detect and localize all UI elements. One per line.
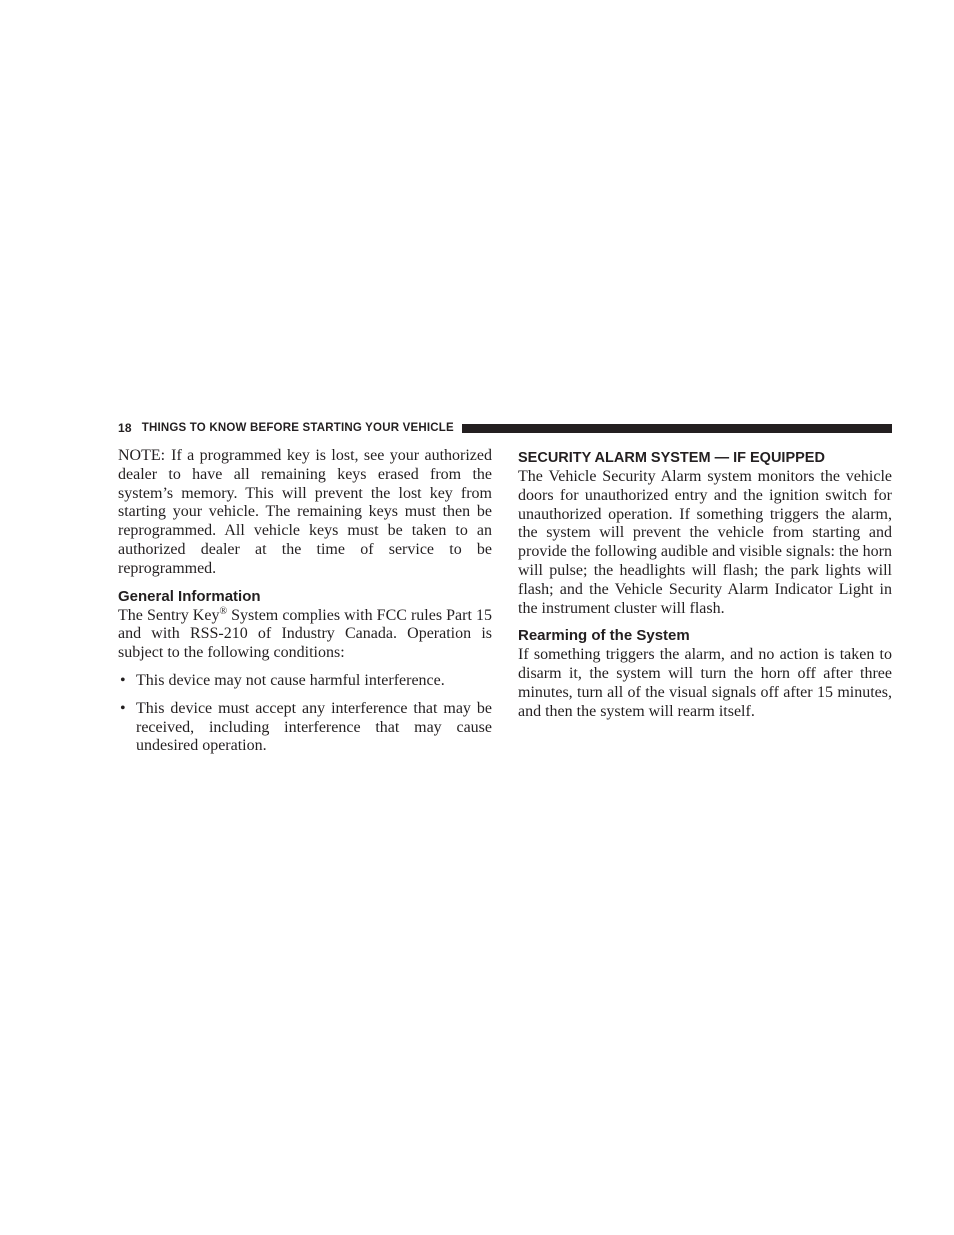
general-text-after: System complies with FCC rules Part 15 and with RSS-210 of Industry Canada. Operation is subject to the following conditions: xyxy=(118,606,492,662)
list-item-text: This device must accept any interference that may be received, including interference that may cause undesired operation. xyxy=(136,699,492,755)
general-information-paragraph xyxy=(118,607,492,663)
rearming-heading: Rearming of the System xyxy=(518,627,690,645)
page-header xyxy=(118,419,892,437)
general-text-before: The Sentry Key xyxy=(118,606,220,624)
general-information-heading: General Information xyxy=(118,587,261,605)
note-label: NOTE: xyxy=(118,447,166,464)
section-title: THINGS TO KNOW BEFORE STARTING YOUR VEHICLE xyxy=(141,422,454,434)
bullet-icon: • xyxy=(120,699,126,717)
page-number: 18 xyxy=(118,421,132,435)
list-item-text: This device may not cause harmful interference. xyxy=(136,671,445,689)
note-paragraph xyxy=(118,447,492,579)
left-column xyxy=(118,447,492,765)
conditions-list xyxy=(118,672,492,756)
security-alarm-paragraph: The Vehicle Security Alarm system monitors the vehicle doors for unauthorized entry and the ignition switch for unauthorized operation. If something triggers the alarm, the system will prevent the vehicle from starting and provide the following audible and visible signals: the horn will pulse; the headlights will flash; the park lights will flash; and the Vehicle Security Alarm Indicator Light in the instrument cluster will flash. xyxy=(518,468,892,617)
right-column xyxy=(518,447,892,722)
list-item xyxy=(118,672,492,691)
list-item xyxy=(118,700,492,756)
rearming-paragraph: If something triggers the alarm, and no action is taken to disarm it, the system will turn the horn off after three minutes, turn all of the visual signals off after 15 minutes, and then the system will rearm itself. xyxy=(518,646,892,720)
registered-mark: ® xyxy=(219,605,228,617)
note-text: If a programmed key is lost, see your authorized dealer to have all remaining keys erased from the system’s memory. This will prevent the lost key from starting your vehicle. The remaining keys must then be reprogrammed. All vehicle keys must be taken to an authorized dealer at the time of service to be reprogrammed. xyxy=(118,447,492,577)
header-rule-bar xyxy=(462,424,892,433)
bullet-icon: • xyxy=(120,671,126,689)
security-alarm-heading: SECURITY ALARM SYSTEM — IF EQUIPPED xyxy=(518,450,825,466)
